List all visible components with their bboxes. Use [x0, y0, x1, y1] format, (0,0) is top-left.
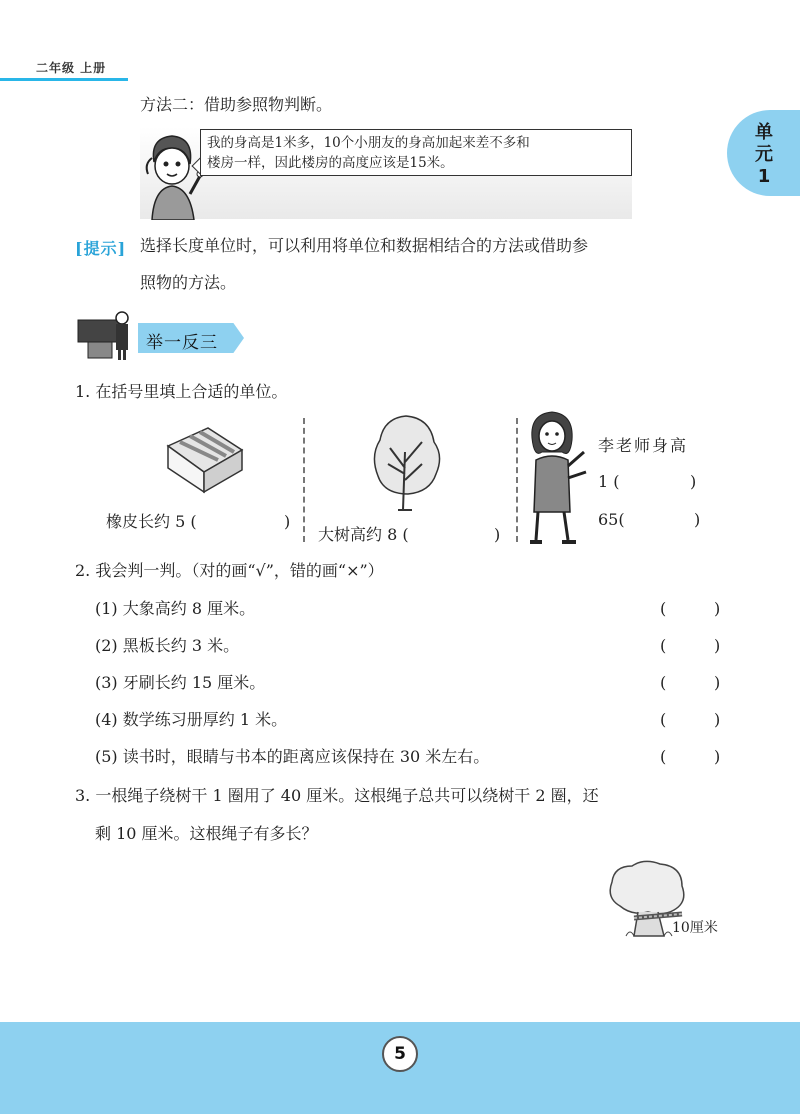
teacher-illustration	[522, 408, 592, 550]
hint-line-1: 选择长度单位时，可以利用将单位和数据相结合的方法或借助参	[140, 236, 589, 255]
q2-item-5-close: )	[714, 747, 721, 766]
q2-item-1: (1) 大象高约 8 厘米。	[95, 599, 256, 618]
divider-1	[303, 418, 305, 542]
divider-2	[516, 418, 518, 542]
teacher-b-close-paren: )	[694, 510, 701, 529]
eraser-close-paren: )	[284, 512, 291, 531]
q2-item-5: (5) 读书时，眼睛与书本的距离应该保持在 30 米左右。	[95, 747, 490, 766]
speech-line-2: 楼房一样，因此楼房的高度应该是15米。	[207, 155, 454, 171]
method-two-heading: 方法二：借助参照物判断。	[140, 95, 333, 114]
speech-bubble	[200, 129, 632, 176]
q2-item-1-open: (	[660, 599, 667, 618]
tree-illustration	[370, 412, 444, 512]
unit-label: 单 元 1	[755, 122, 773, 187]
q2-item-5-open: (	[660, 747, 667, 766]
page-number: 5	[382, 1036, 418, 1072]
q1-title: 1. 在括号里填上合适的单位。	[75, 382, 288, 401]
q2-item-2-close: )	[714, 636, 721, 655]
eraser-question: 橡皮长约 5 (	[106, 512, 197, 531]
q2-item-4: (4) 数学练习册厚约 1 米。	[95, 710, 288, 729]
teacher-board-icon	[76, 310, 138, 360]
q2-item-4-close: )	[714, 710, 721, 729]
teacher-height-a: 1 (	[598, 472, 620, 491]
q2-item-2-open: (	[660, 636, 667, 655]
girl-illustration	[140, 128, 204, 220]
tree-close-paren: )	[494, 525, 501, 544]
q2-item-3-open: (	[660, 673, 667, 692]
header-underline	[0, 78, 128, 81]
section-tab-label: 举一反三	[146, 333, 218, 353]
q2-item-3: (3) 牙刷长约 15 厘米。	[95, 673, 266, 692]
speech-line-1: 我的身高是1米多，10个小朋友的身高加起来差不多和	[207, 135, 530, 151]
eraser-illustration	[156, 420, 246, 496]
hint-tag: [提示]	[75, 239, 127, 258]
rope-length-label: 10厘米	[672, 920, 718, 936]
q2-item-3-close: )	[714, 673, 721, 692]
hint-line-2: 照物的方法。	[140, 273, 237, 292]
teacher-height-title: 李老师身高	[598, 436, 689, 455]
q2-item-1-close: )	[714, 599, 721, 618]
tree-question: 大树高约 8 (	[318, 525, 409, 544]
teacher-a-close-paren: )	[690, 472, 697, 491]
q2-item-2: (2) 黑板长约 3 米。	[95, 636, 240, 655]
q2-title: 2. 我会判一判。（对的画“√”，错的画“×”）	[75, 561, 384, 580]
grade-label: 二年级 上册	[36, 61, 107, 75]
q3-line-1: 3. 一根绳子绕树干 1 圈用了 40 厘米。这根绳子总共可以绕树干 2 圈，还	[75, 786, 599, 805]
q2-item-4-open: (	[660, 710, 667, 729]
q3-line-2: 剩 10 厘米。这根绳子有多长？	[95, 824, 318, 843]
teacher-height-b: 65(	[598, 510, 625, 529]
